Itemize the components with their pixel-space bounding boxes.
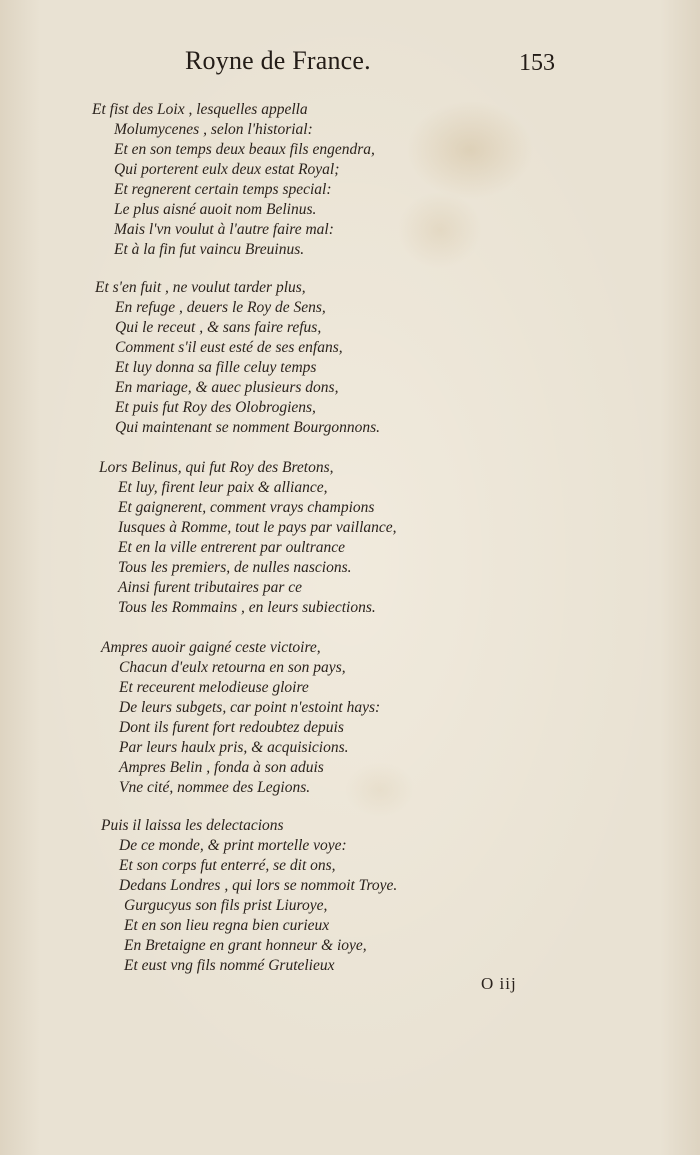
verse-line: Le plus aisné auoit nom Belinus. (114, 201, 317, 218)
verse-line: Et luy, firent leur paix & alliance, (118, 479, 328, 496)
verse-line: En Bretaigne en grant honneur & ioye, (124, 937, 367, 954)
verse-line: En refuge , deuers le Roy de Sens, (115, 299, 326, 316)
verse-line: Par leurs haulx pris, & acquisicions. (119, 739, 349, 756)
verse-line: Comment s'il eust esté de ses enfans, (115, 339, 343, 356)
verse-line: Ainsi furent tributaires par ce (118, 579, 302, 596)
verse-line: Et en son lieu regna bien curieux (124, 917, 330, 934)
signature-mark: O iij (481, 974, 517, 993)
verse-line: Mais l'vn voulut à l'autre faire mal: (114, 221, 334, 238)
verse-line: Et puis fut Roy des Olobrogiens, (115, 399, 316, 416)
verse-line: Dedans Londres , qui lors se nommoit Troye. (119, 877, 398, 894)
verse-line: Et fist des Loix , lesquelles appella (92, 101, 308, 118)
verse-line: En mariage, & auec plusieurs dons, (115, 379, 339, 396)
verse-line: Ampres Belin , fonda à son aduis (119, 759, 324, 776)
verse-line: Et luy donna sa fille celuy temps (115, 359, 317, 376)
verse-line: Et gaignerent, comment vrays champions (118, 499, 375, 516)
verse-line: Qui maintenant se nomment Bourgonnons. (115, 419, 381, 436)
verse-line: Chacun d'eulx retourna en son pays, (119, 659, 346, 676)
verse-line: Et eust vng fils nommé Grutelieux (124, 957, 335, 974)
verse-line: Ampres auoir gaigné ceste victoire, (101, 639, 321, 656)
verse-line: Qui porterent eulx deux estat Royal; (114, 161, 340, 178)
verse-line: Gurgucyus son fils prist Liuroye, (124, 897, 328, 914)
verse-line: Et regnerent certain temps special: (114, 181, 332, 198)
verse-line: De leurs subgets, car point n'estoint hays: (119, 699, 381, 716)
verse-line: Vne cité, nommee des Legions. (119, 779, 311, 796)
verse-line: Et en son temps deux beaux fils engendra, (114, 141, 375, 158)
verse-line: Tous les Rommains , en leurs subiections. (118, 599, 376, 616)
verse-line: Qui le receut , & sans faire refus, (115, 319, 322, 336)
verse-line: Molumycenes , selon l'historial: (114, 121, 313, 138)
verse-line: Et s'en fuit , ne voulut tarder plus, (95, 279, 306, 296)
running-title: Royne de France. (185, 46, 371, 75)
verse-line: Tous les premiers, de nulles nascions. (118, 559, 352, 576)
verse-line: Et receurent melodieuse gloire (119, 679, 309, 696)
page-number: 153 (519, 50, 555, 76)
verse-line: Iusques à Romme, tout le pays par vaillance, (118, 519, 397, 536)
verse-line: Et à la fin fut vaincu Breuinus. (114, 241, 305, 258)
verse-line: Et en la ville entrerent par oultrance (118, 539, 345, 556)
verse-line: Puis il laissa les delectacions (101, 817, 284, 834)
verse-line: Dont ils furent fort redoubtez depuis (119, 719, 344, 736)
verse-line: Et son corps fut enterré, se dit ons, (119, 857, 336, 874)
verse-line: Lors Belinus, qui fut Roy des Bretons, (99, 459, 334, 476)
verse-line: De ce monde, & print mortelle voye: (119, 837, 347, 854)
